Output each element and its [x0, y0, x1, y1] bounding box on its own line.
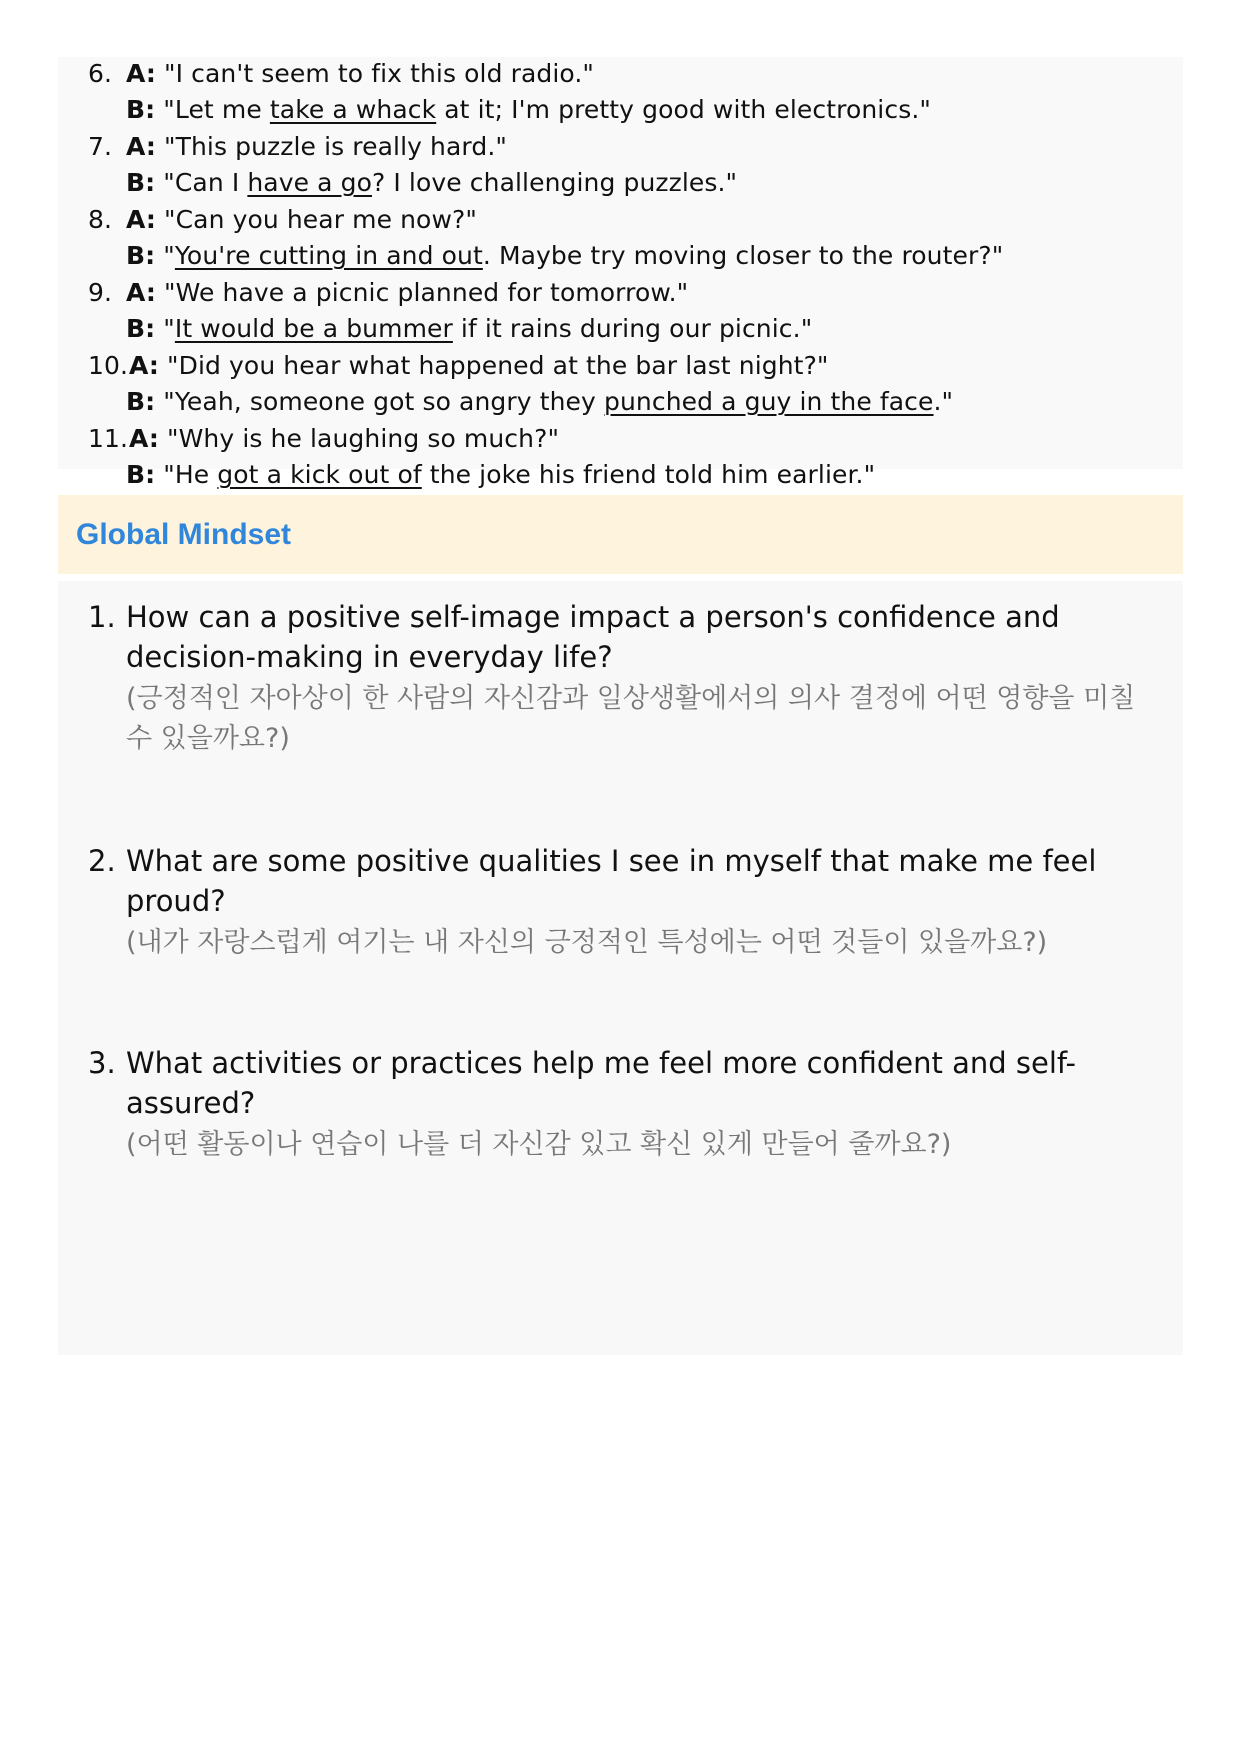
speaker-label: A:: [126, 132, 157, 161]
question-translation: (긍정적인 자아상이 한 사람의 자신감과 일상생활에서의 의사 결정에 어떤 영향을 미칠 수 있을까요?): [126, 683, 1136, 754]
speaker-label: B:: [126, 241, 156, 270]
speaker-label: A:: [126, 59, 157, 88]
speaker-label: B:: [126, 95, 156, 124]
line-text: if it rains during our picnic.": [452, 314, 813, 343]
idiom-phrase: It would be a bummer: [174, 314, 453, 343]
speaker-label: A:: [126, 278, 157, 307]
speaker-label: B:: [126, 460, 156, 489]
line-text: "We have a picnic planned for tomorrow.": [164, 278, 689, 307]
dialogue-number: 10.: [88, 351, 129, 380]
line-text: "Can I: [163, 168, 248, 197]
speaker-label: A:: [129, 351, 160, 380]
question-number: 2.: [88, 844, 116, 878]
dialogue-number: 8.: [88, 205, 113, 234]
line-text: "Did you hear what happened at the bar last night?": [167, 351, 829, 380]
line-text: . Maybe try moving closer to the router?": [482, 241, 1004, 270]
line-text: ": [163, 314, 175, 343]
idiom-phrase: take a whack: [269, 95, 437, 124]
question-number: 1.: [88, 600, 116, 634]
question-translation: (어떤 활동이나 연습이 나를 더 자신감 있고 확신 있게 만들어 줄까요?): [126, 1129, 952, 1160]
section-title: Global Mindset: [76, 518, 292, 551]
dialogue-number: 7.: [88, 132, 113, 161]
idiom-phrase: You're cutting in and out: [174, 241, 483, 270]
question-text: How can a positive self-image impact a person's confidence and decision-making in everyday life?: [126, 600, 1060, 674]
line-text: "Let me: [163, 95, 270, 124]
line-text: "I can't seem to fix this old radio.": [164, 59, 595, 88]
idiom-phrase: punched a guy in the face: [603, 387, 934, 416]
dialogue-number: 6.: [88, 59, 113, 88]
line-text: "Why is he laughing so much?": [167, 424, 560, 453]
speaker-label: A:: [126, 205, 157, 234]
speaker-label: B:: [126, 387, 156, 416]
line-text: ": [163, 241, 175, 270]
line-text: "Can you hear me now?": [164, 205, 477, 234]
line-text: "Yeah, someone got so angry they: [163, 387, 604, 416]
global-mindset-panel: [58, 581, 1183, 1355]
dialogue-number: 11.: [88, 424, 129, 453]
speaker-label: B:: [126, 168, 156, 197]
question-number: 3.: [88, 1046, 116, 1080]
line-text: ? I love challenging puzzles.": [371, 168, 738, 197]
dialogue-number: 9.: [88, 278, 113, 307]
idiom-dialogue-panel: [58, 57, 1183, 489]
speaker-label: B:: [126, 314, 156, 343]
idiom-phrase: have a go: [247, 168, 372, 197]
line-text: at it; I'm pretty good with electronics.": [436, 95, 931, 124]
question-text: What activities or practices help me feel more confident and self-assured?: [126, 1046, 1076, 1120]
speaker-label: A:: [129, 424, 160, 453]
line-text: the joke his friend told him earlier.": [421, 460, 876, 489]
question-text: What are some positive qualities I see in myself that make me feel proud?: [126, 844, 1097, 918]
line-text: "He: [163, 460, 218, 489]
line-text: .": [933, 387, 954, 416]
question-translation: (내가 자랑스럽게 여기는 내 자신의 긍정적인 특성에는 어떤 것들이 있을까요?): [126, 927, 1048, 958]
idiom-phrase: got a kick out of: [217, 460, 422, 489]
global-mindset-header: [58, 495, 1183, 574]
line-text: "This puzzle is really hard.": [164, 132, 507, 161]
